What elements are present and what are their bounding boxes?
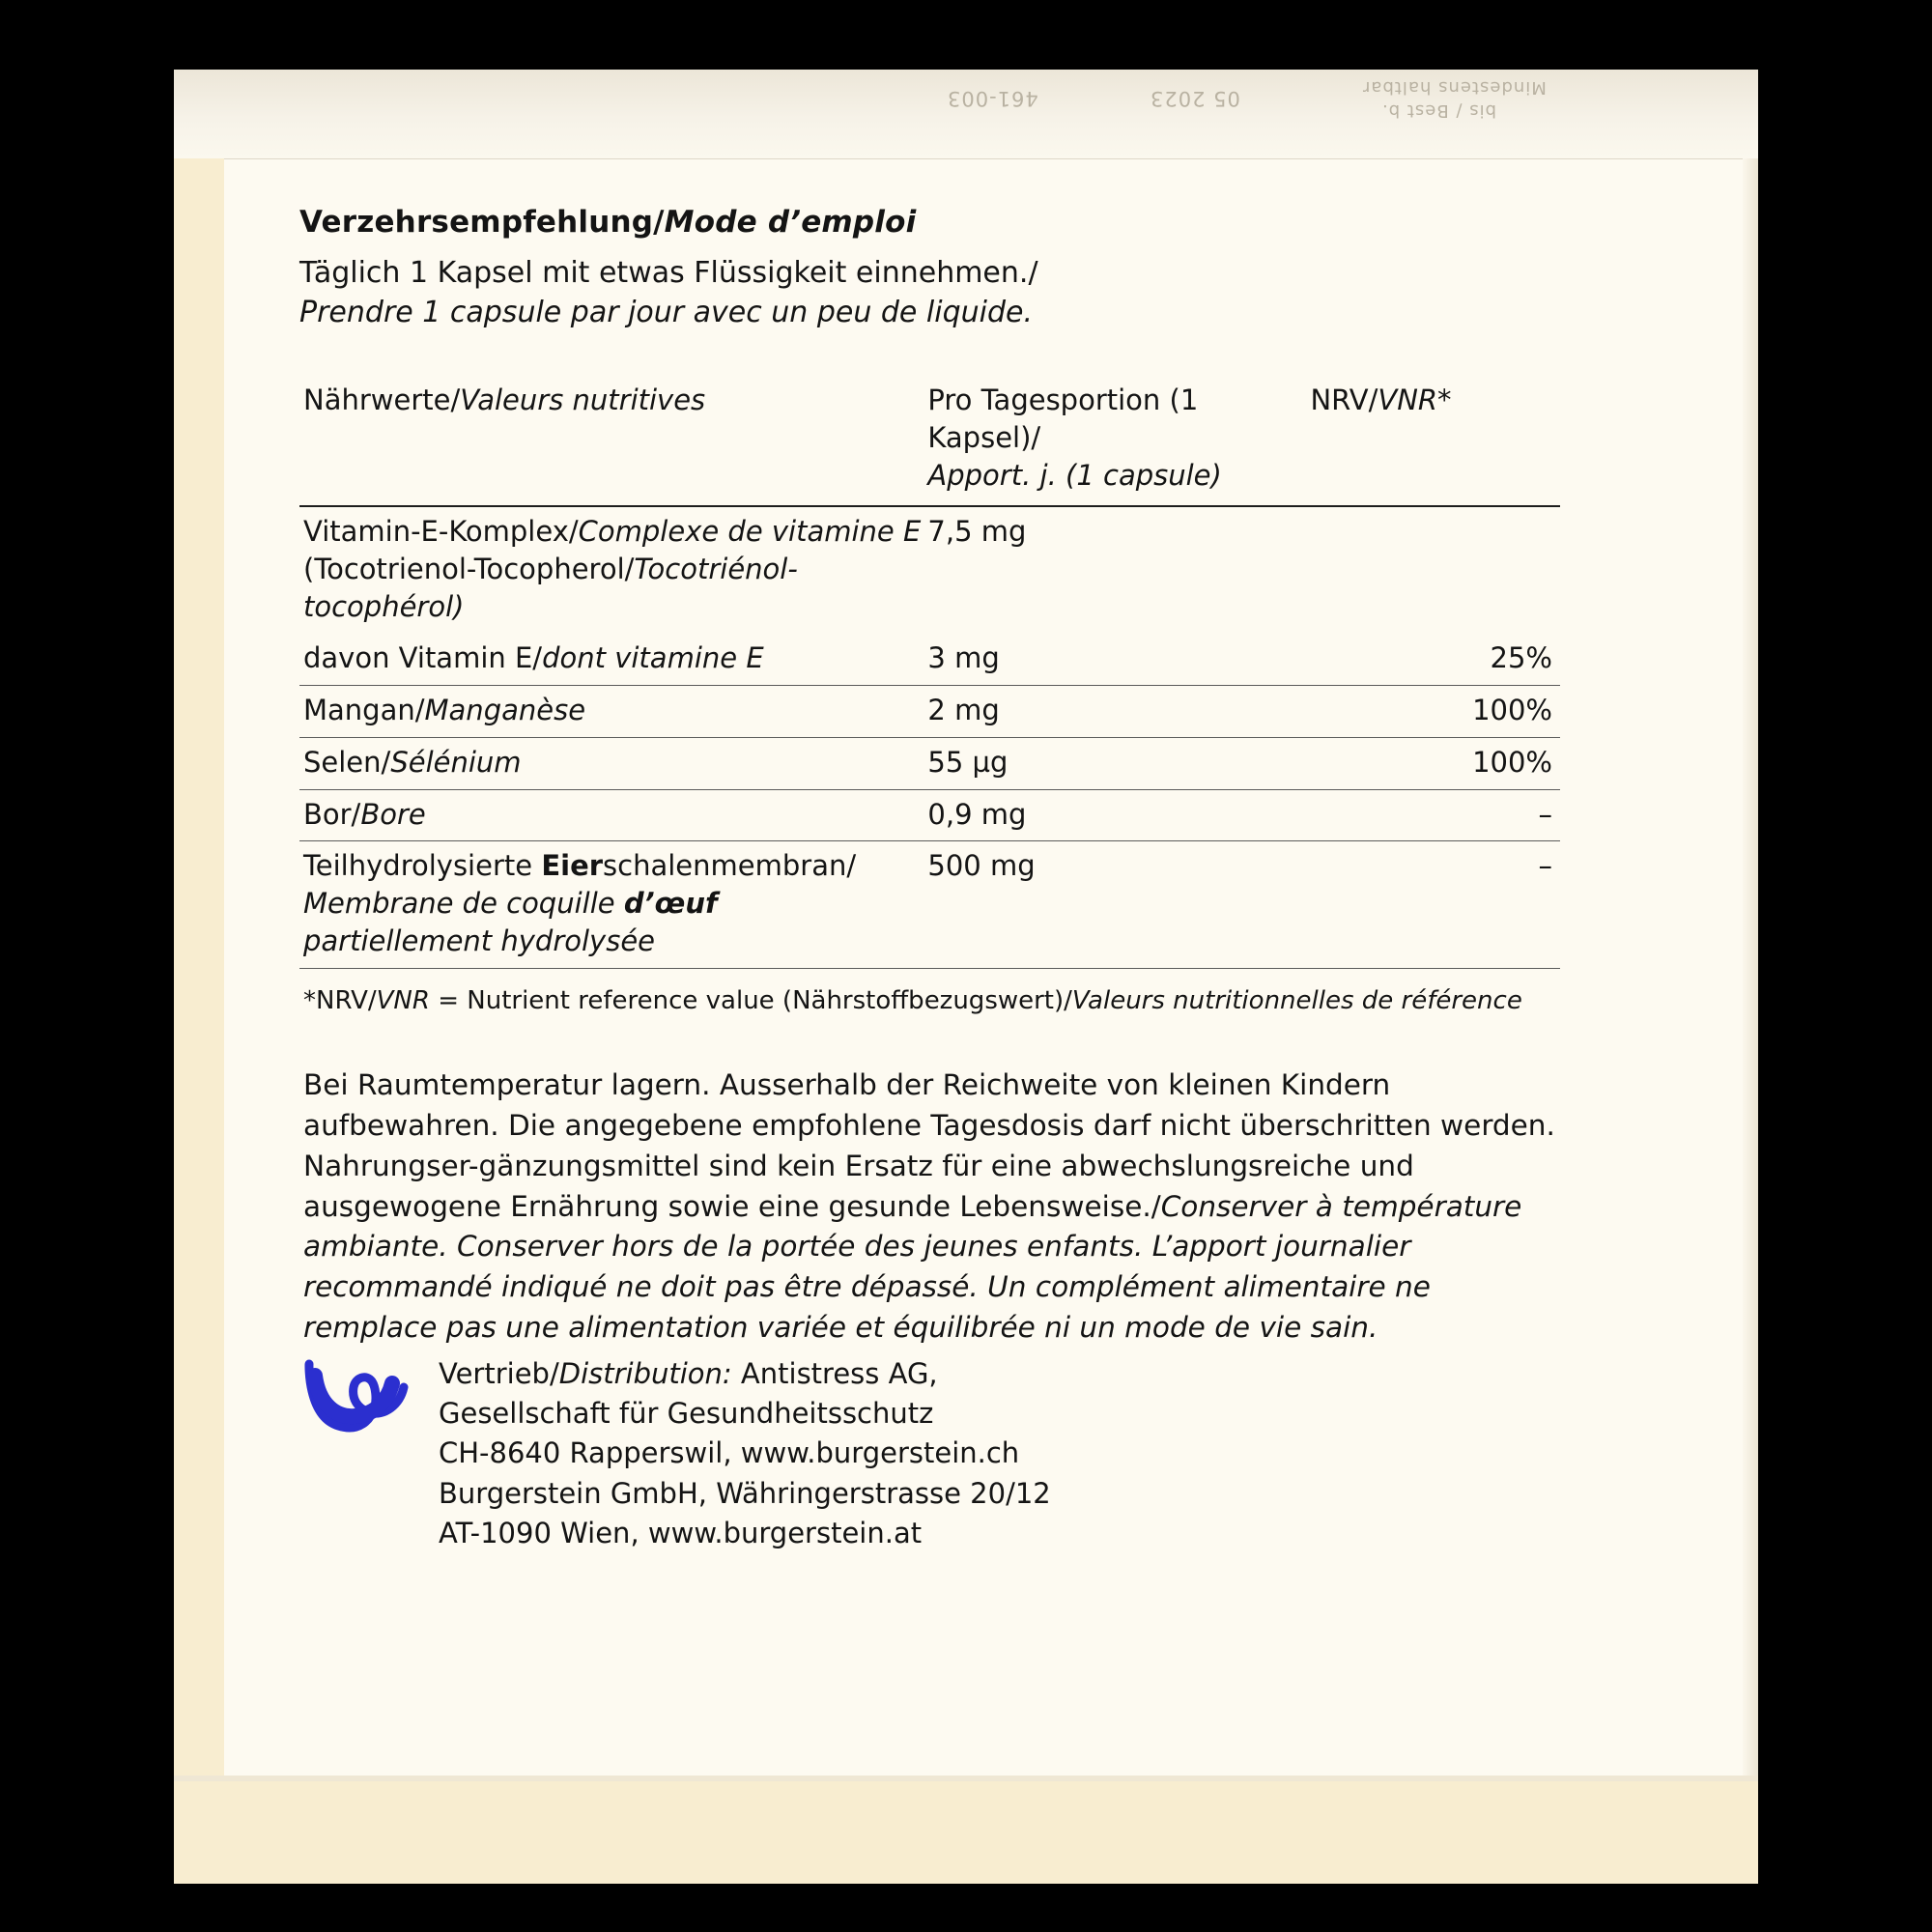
row2-nrv: 100% [1310,685,1560,737]
row0-name-de: Vitamin-E-Komplex/ [303,515,579,549]
header-label-de: Nährwerte/ [303,383,461,416]
header-cell-label [299,376,927,507]
row0-amount: 7,5 mg [927,515,1027,549]
row4-nrv: – [1310,789,1560,841]
distributor-line1 [439,1354,1051,1394]
batch-code-text: 461-003 [947,87,1038,110]
header-amount-de: Pro Tagesportion (1 Kapsel)/ [927,383,1199,454]
row3-amount: 55 µg [927,737,1310,789]
row2-amount: 2 mg [927,685,1310,737]
header-nrv-de: NRV/ [1310,383,1378,416]
table-row [299,789,1560,841]
row4-name-de: Bor/ [303,797,361,831]
product-package-back-panel [174,70,1758,1884]
row-name-mangan [299,685,927,737]
header-cell-amount [927,376,1310,507]
distributor-line2: Gesellschaft für Gesundheitsschutz [439,1397,934,1431]
row5-name-de-bold: Eier [541,849,604,883]
table-row [299,634,1560,685]
label-content [299,205,1642,1349]
package-left-edge [174,158,224,1781]
row3-name-fr: Sélénium [390,745,522,779]
header-cell-nrv [1310,376,1560,507]
row5-name-fr-bold: d’œuf [623,887,718,921]
table-row [299,737,1560,789]
nutrition-table [299,376,1560,969]
row0-name-fr: Complexe de vitamine E [578,515,922,549]
header-nrv-fr: VNR* [1378,383,1452,416]
row-name-bor [299,789,927,841]
distributor-line5: AT-1090 Wien, www.burgerstein.at [439,1516,923,1549]
table-row [299,506,1560,634]
distributor-label-fr: Distribution: [558,1357,732,1390]
row4-amount: 0,9 mg [927,789,1310,841]
row3-nrv: 100% [1310,737,1560,789]
row-name-selen [299,737,927,789]
row5-amount: 500 mg [927,841,1310,969]
header-amount-fr: Apport. j. (1 capsule) [927,458,1222,492]
row5-nrv: – [1310,841,1560,969]
storage-text-de: Bei Raumtemperatur lagern. Ausserhalb der Reichweite von kleinen Kindern aufbewahren. Die angegebene empfohlene Tagesdosis darf nicht überschritten werden. Nahrungser-gänzungsmittel sind kein Ersatz für eine abwechslungsreiche und ausgewogene Ernährung sowie eine gesunde Lebensweise./ [303,1067,1555,1223]
row-name-vitamin-e [299,634,927,685]
row2-name-de: Mangan/ [303,693,425,726]
distributor-line4: Burgerstein GmbH, Währingerstrasse 20/12 [439,1476,1051,1510]
storage-text-fr: Conserver à température ambiante. Conserver hors de la portée des jeunes enfants. L’apport journalier recommandé indiqué ne doit pas être dépassé. Un complément alimentaire ne remplace pas une alimentation variée et équilibrée ni un mode de vie sain. [303,1189,1522,1345]
distributor-label-de: Vertrieb/ [439,1357,559,1390]
distributor-company: Antistress AG, [731,1357,938,1390]
row5-name-fr: Membrane de coquille [303,887,624,921]
distributor-line3: CH-8640 Rapperswil, www.burgerstein.ch [439,1436,1020,1470]
row1-nrv: 25% [1310,634,1560,685]
row1-name-fr: dont vitamine E [542,640,764,674]
table-row [299,685,1560,737]
package-right-edge [1743,158,1758,1884]
row-name-vitamin-e-complex [299,506,927,634]
best-before-label-line2: bis / Best b. [1381,100,1497,121]
distributor-text [439,1354,1051,1553]
row5-name-de-pre: Teilhydrolysierte [303,849,542,883]
burgerstein-logo-icon [299,1358,413,1447]
best-before-label-line1: Mindestens haltbar [1362,77,1547,98]
nrv-footnote [299,986,1642,1015]
footnote-mid: = Nutrient reference value (Nährstoffbezugswert)/ [429,985,1072,1015]
row1-amount: 3 mg [927,634,1310,685]
usage-heading [299,205,1642,240]
row0-name-de2: (Tocotrienol-Tocopherol/ [303,553,635,586]
footnote-pre: *NRV/ [303,985,377,1015]
package-bottom-band [174,1781,1758,1884]
row-name-eggshell-membrane [299,841,927,969]
storage-instructions [299,1065,1559,1349]
usage-heading-de: Verzehrsempfehlung/ [299,205,665,240]
header-label-fr: Valeurs nutritives [460,383,706,416]
package-lid-strip [174,70,1758,159]
footnote-fr: Valeurs nutritionnelles de référence [1071,985,1522,1015]
row0-name-fr2: Tocotriénol-tocophérol) [303,553,798,624]
distributor-block [299,1354,1051,1553]
expiry-date-text: 05 2023 [1150,87,1240,110]
table-header-row [299,376,1560,507]
row3-name-de: Selen/ [303,745,391,779]
usage-heading-fr: Mode d’emploi [664,205,917,240]
row2-name-fr: Manganèse [424,693,586,726]
row1-name-de: davon Vitamin E/ [303,640,543,674]
footnote-vnr: VNR [376,985,430,1015]
row4-name-fr: Bore [360,797,426,831]
row0-nrv [1310,506,1560,634]
row5-name-fr2: partiellement hydrolysée [303,924,656,958]
usage-text-de: Täglich 1 Kapsel mit etwas Flüssigkeit einnehmen./ [299,256,1038,290]
table-row [299,841,1560,969]
row5-name-de-post: schalenmembran/ [603,849,857,883]
usage-text-fr: Prendre 1 capsule par jour avec un peu de liquide. [299,296,1034,330]
